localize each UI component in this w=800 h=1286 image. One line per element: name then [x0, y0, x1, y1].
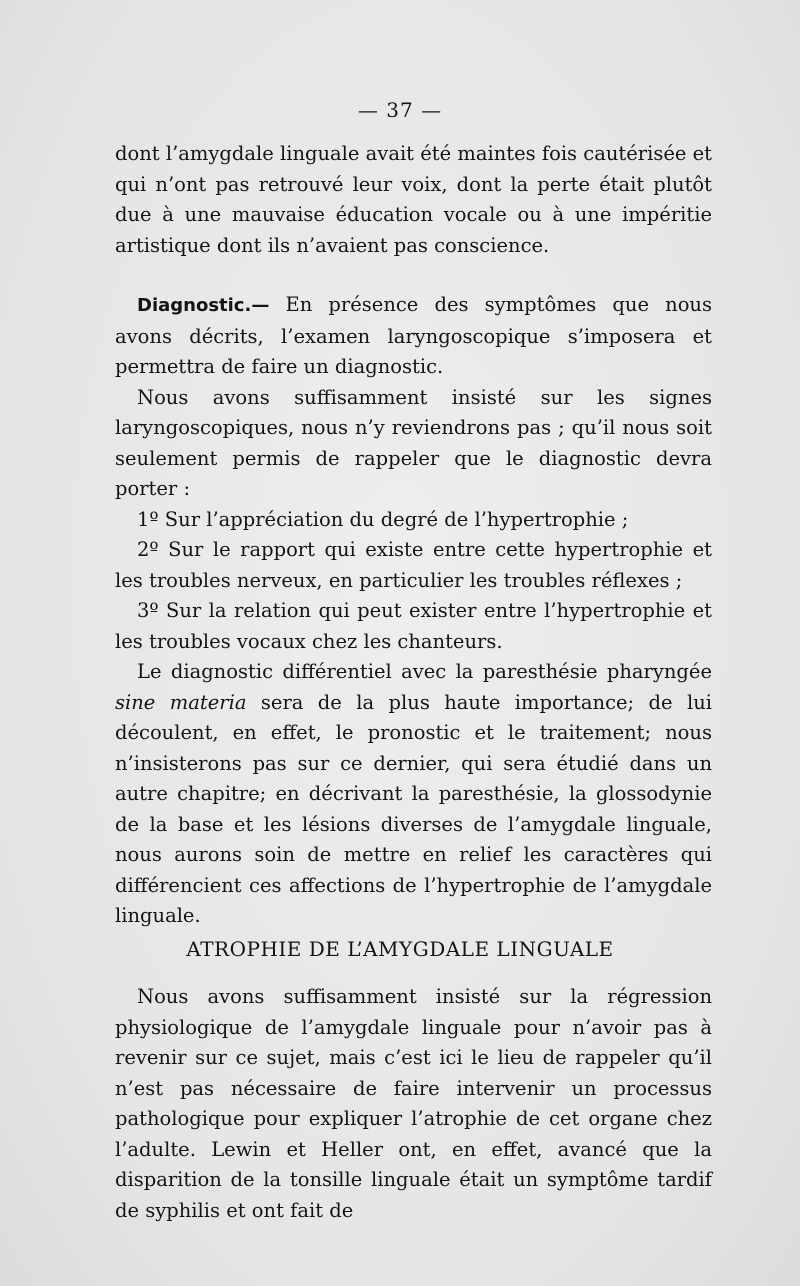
diagnostic-item-2: 2º Sur le rapport qui existe entre cette hypertrophie et les troubles nerveux, en particulier les troubles réflexes ;: [115, 538, 712, 592]
diagnostic-heading: Diagnostic.—: [137, 295, 270, 316]
intro-block: [115, 139, 712, 261]
diagnostic-paragraph-3-end: sera de la plus haute importance; de lui découlent, en effet, le pronostic et le traitement; nous n’insisterons pas sur ce dernier, qui sera étudié dans un autre chapitre; en décrivant la paresthésie, la glossodynie de la base et les lésions diverses de l’amygdale linguale, nous aurons soin de mettre en relief les caractères qui différencient ces affections de l’hypertrophie de l’amygdale linguale.: [115, 690, 713, 927]
diagnostic-item-1: 1º Sur l’appréciation du degré de l’hypertrophie ;: [137, 507, 629, 531]
diagnostic-paragraph-1-text: En présence des symptômes que nous avons décrits, l’examen laryngoscopique s’imposera et permettra de faire un diagnostic.: [115, 293, 712, 378]
diagnostic-paragraph-2: Nous avons suffisamment insisté sur les signes laryngoscopiques, nous n’y reviendrons pas ; qu’il nous soit seulement permis de rappeler que le diagnostic devra porter :: [115, 385, 712, 500]
page-number: — 37 —: [357, 98, 443, 122]
atrophie-paragraph-1: Nous avons suffisamment insisté sur la régression physiologique de l’amygdale linguale pour n’avoir pas à revenir sur ce sujet, mais c’est ici le lieu de rappeler qu’il n’est pas nécessaire de faire intervenir un processus pathologique pour expliquer l’atrophie de cet organe chez l’adulte. Lewin et Heller ont, en effet, avancé que la disparition de la tonsille linguale était un symptôme tardif de syphilis et ont fait de: [115, 985, 712, 1222]
latin-term: sine materia: [115, 690, 247, 714]
atrophie-section: [115, 982, 712, 1226]
intro-paragraph: dont l’amygdale linguale avait été maintes fois cautérisée et qui n’ont pas retrouvé leur voix, dont la perte était plutôt due à une mauvaise éducation vocale ou à une impéritie artistique dont ils n’avaient pas conscience.: [115, 142, 712, 257]
diagnostic-paragraph-1: [115, 290, 712, 383]
diagnostic-paragraph-3: [115, 657, 712, 932]
diagnostic-item-3: 3º Sur la relation qui peut exister entre l’hypertrophie et les troubles vocaux chez les chanteurs.: [115, 599, 712, 653]
diagnostic-section: [115, 290, 712, 932]
diagnostic-paragraph-3-start: Le diagnostic différentiel avec la paresthésie pharyngée: [137, 660, 712, 683]
section-title: ATROPHIE DE L’AMYGDALE LINGUALE: [186, 937, 614, 961]
